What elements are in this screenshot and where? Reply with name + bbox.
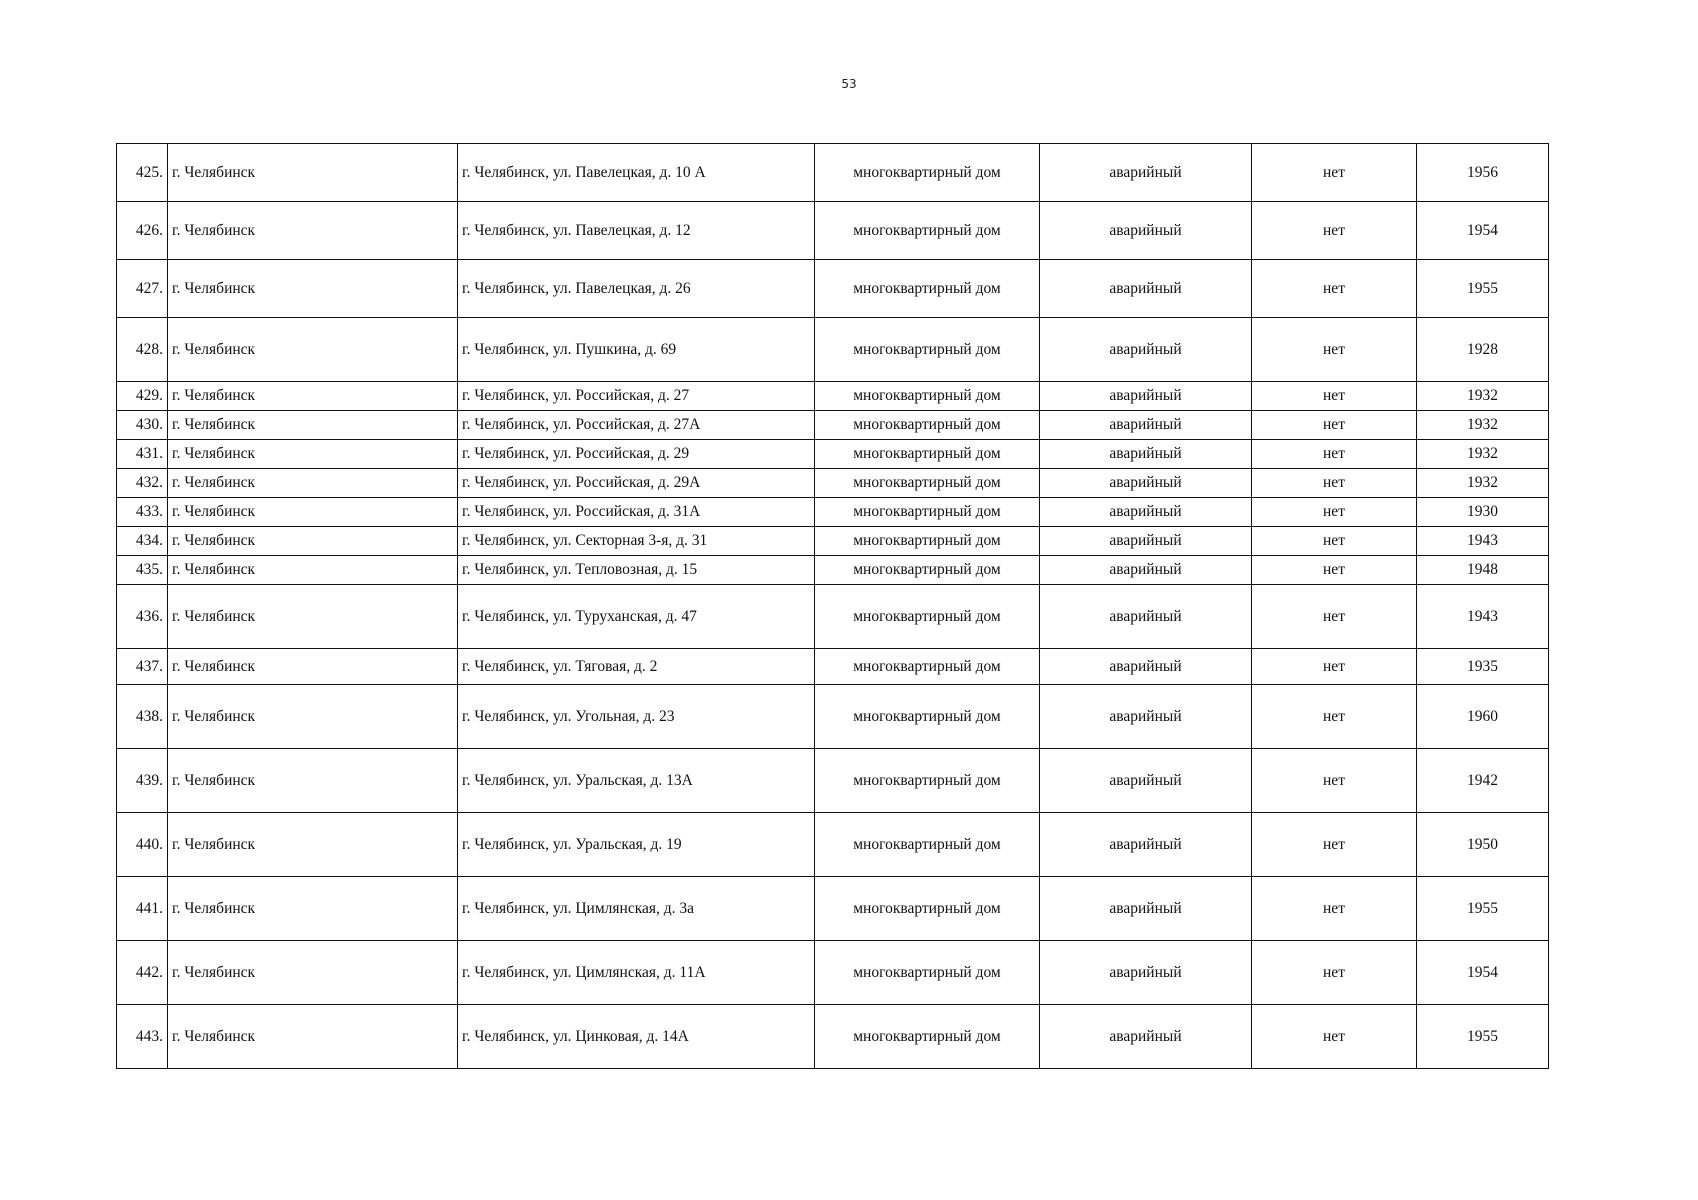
table-row xyxy=(117,941,1549,1005)
flag-cell: нет xyxy=(1252,202,1417,260)
row-number: 442. xyxy=(117,941,168,1005)
condition-cell: аварийный xyxy=(1040,144,1252,202)
condition-cell: аварийный xyxy=(1040,649,1252,685)
city-cell: г. Челябинск xyxy=(168,749,458,813)
table-row xyxy=(117,498,1549,527)
address-cell: г. Челябинск, ул. Российская, д. 31А xyxy=(458,498,815,527)
row-number: 428. xyxy=(117,318,168,382)
building-type-cell: многоквартирный дом xyxy=(815,941,1040,1005)
year-cell: 1954 xyxy=(1417,941,1549,1005)
table-row xyxy=(117,1005,1549,1069)
row-number: 435. xyxy=(117,556,168,585)
address-cell: г. Челябинск, ул. Цимлянская, д. 3а xyxy=(458,877,815,941)
year-cell: 1932 xyxy=(1417,382,1549,411)
row-number: 432. xyxy=(117,469,168,498)
condition-cell: аварийный xyxy=(1040,202,1252,260)
condition-cell: аварийный xyxy=(1040,318,1252,382)
address-cell: г. Челябинск, ул. Угольная, д. 23 xyxy=(458,685,815,749)
page-number: 53 xyxy=(841,77,857,91)
table-row xyxy=(117,260,1549,318)
housing-registry-table xyxy=(116,143,1549,1069)
city-cell: г. Челябинск xyxy=(168,813,458,877)
condition-cell: аварийный xyxy=(1040,585,1252,649)
city-cell: г. Челябинск xyxy=(168,556,458,585)
address-cell: г. Челябинск, ул. Российская, д. 27 xyxy=(458,382,815,411)
city-cell: г. Челябинск xyxy=(168,585,458,649)
year-cell: 1928 xyxy=(1417,318,1549,382)
year-cell: 1943 xyxy=(1417,527,1549,556)
row-number: 437. xyxy=(117,649,168,685)
flag-cell: нет xyxy=(1252,685,1417,749)
row-number: 433. xyxy=(117,498,168,527)
flag-cell: нет xyxy=(1252,941,1417,1005)
year-cell: 1960 xyxy=(1417,685,1549,749)
row-number: 429. xyxy=(117,382,168,411)
address-cell: г. Челябинск, ул. Цинковая, д. 14А xyxy=(458,1005,815,1069)
condition-cell: аварийный xyxy=(1040,411,1252,440)
condition-cell: аварийный xyxy=(1040,749,1252,813)
flag-cell: нет xyxy=(1252,877,1417,941)
building-type-cell: многоквартирный дом xyxy=(815,585,1040,649)
building-type-cell: многоквартирный дом xyxy=(815,202,1040,260)
year-cell: 1956 xyxy=(1417,144,1549,202)
year-cell: 1932 xyxy=(1417,469,1549,498)
flag-cell: нет xyxy=(1252,527,1417,556)
row-number: 434. xyxy=(117,527,168,556)
building-type-cell: многоквартирный дом xyxy=(815,318,1040,382)
city-cell: г. Челябинск xyxy=(168,498,458,527)
address-cell: г. Челябинск, ул. Павелецкая, д. 12 xyxy=(458,202,815,260)
flag-cell: нет xyxy=(1252,440,1417,469)
city-cell: г. Челябинск xyxy=(168,649,458,685)
flag-cell: нет xyxy=(1252,749,1417,813)
building-type-cell: многоквартирный дом xyxy=(815,440,1040,469)
building-type-cell: многоквартирный дом xyxy=(815,144,1040,202)
condition-cell: аварийный xyxy=(1040,498,1252,527)
address-cell: г. Челябинск, ул. Секторная 3-я, д. 31 xyxy=(458,527,815,556)
year-cell: 1932 xyxy=(1417,411,1549,440)
table-row xyxy=(117,318,1549,382)
row-number: 438. xyxy=(117,685,168,749)
year-cell: 1954 xyxy=(1417,202,1549,260)
year-cell: 1930 xyxy=(1417,498,1549,527)
year-cell: 1942 xyxy=(1417,749,1549,813)
year-cell: 1943 xyxy=(1417,585,1549,649)
table-row xyxy=(117,382,1549,411)
condition-cell: аварийный xyxy=(1040,556,1252,585)
address-cell: г. Челябинск, ул. Тяговая, д. 2 xyxy=(458,649,815,685)
address-cell: г. Челябинск, ул. Российская, д. 29А xyxy=(458,469,815,498)
condition-cell: аварийный xyxy=(1040,260,1252,318)
table-row xyxy=(117,469,1549,498)
year-cell: 1955 xyxy=(1417,877,1549,941)
row-number: 440. xyxy=(117,813,168,877)
address-cell: г. Челябинск, ул. Российская, д. 29 xyxy=(458,440,815,469)
condition-cell: аварийный xyxy=(1040,941,1252,1005)
city-cell: г. Челябинск xyxy=(168,411,458,440)
flag-cell: нет xyxy=(1252,411,1417,440)
condition-cell: аварийный xyxy=(1040,813,1252,877)
row-number: 427. xyxy=(117,260,168,318)
flag-cell: нет xyxy=(1252,318,1417,382)
address-cell: г. Челябинск, ул. Пушкина, д. 69 xyxy=(458,318,815,382)
table-row xyxy=(117,749,1549,813)
building-type-cell: многоквартирный дом xyxy=(815,556,1040,585)
city-cell: г. Челябинск xyxy=(168,1005,458,1069)
year-cell: 1955 xyxy=(1417,260,1549,318)
flag-cell: нет xyxy=(1252,1005,1417,1069)
address-cell: г. Челябинск, ул. Тепловозная, д. 15 xyxy=(458,556,815,585)
flag-cell: нет xyxy=(1252,498,1417,527)
building-type-cell: многоквартирный дом xyxy=(815,813,1040,877)
table-row xyxy=(117,813,1549,877)
building-type-cell: многоквартирный дом xyxy=(815,527,1040,556)
row-number: 441. xyxy=(117,877,168,941)
building-type-cell: многоквартирный дом xyxy=(815,877,1040,941)
table-row xyxy=(117,556,1549,585)
table-row xyxy=(117,685,1549,749)
building-type-cell: многоквартирный дом xyxy=(815,382,1040,411)
building-type-cell: многоквартирный дом xyxy=(815,649,1040,685)
table-row xyxy=(117,440,1549,469)
flag-cell: нет xyxy=(1252,260,1417,318)
flag-cell: нет xyxy=(1252,649,1417,685)
building-type-cell: многоквартирный дом xyxy=(815,469,1040,498)
condition-cell: аварийный xyxy=(1040,527,1252,556)
address-cell: г. Челябинск, ул. Российская, д. 27А xyxy=(458,411,815,440)
city-cell: г. Челябинск xyxy=(168,144,458,202)
address-cell: г. Челябинск, ул. Павелецкая, д. 26 xyxy=(458,260,815,318)
row-number: 443. xyxy=(117,1005,168,1069)
address-cell: г. Челябинск, ул. Уральская, д. 13А xyxy=(458,749,815,813)
row-number: 436. xyxy=(117,585,168,649)
condition-cell: аварийный xyxy=(1040,1005,1252,1069)
table-row xyxy=(117,585,1549,649)
table-row xyxy=(117,411,1549,440)
row-number: 439. xyxy=(117,749,168,813)
condition-cell: аварийный xyxy=(1040,382,1252,411)
building-type-cell: многоквартирный дом xyxy=(815,411,1040,440)
flag-cell: нет xyxy=(1252,813,1417,877)
city-cell: г. Челябинск xyxy=(168,440,458,469)
year-cell: 1932 xyxy=(1417,440,1549,469)
address-cell: г. Челябинск, ул. Уральская, д. 19 xyxy=(458,813,815,877)
building-type-cell: многоквартирный дом xyxy=(815,260,1040,318)
city-cell: г. Челябинск xyxy=(168,527,458,556)
city-cell: г. Челябинск xyxy=(168,382,458,411)
building-type-cell: многоквартирный дом xyxy=(815,749,1040,813)
row-number: 425. xyxy=(117,144,168,202)
city-cell: г. Челябинск xyxy=(168,260,458,318)
condition-cell: аварийный xyxy=(1040,877,1252,941)
city-cell: г. Челябинск xyxy=(168,202,458,260)
row-number: 431. xyxy=(117,440,168,469)
table-row xyxy=(117,527,1549,556)
city-cell: г. Челябинск xyxy=(168,685,458,749)
flag-cell: нет xyxy=(1252,382,1417,411)
address-cell: г. Челябинск, ул. Павелецкая, д. 10 А xyxy=(458,144,815,202)
city-cell: г. Челябинск xyxy=(168,877,458,941)
city-cell: г. Челябинск xyxy=(168,941,458,1005)
table-row xyxy=(117,144,1549,202)
condition-cell: аварийный xyxy=(1040,469,1252,498)
table-row xyxy=(117,649,1549,685)
city-cell: г. Челябинск xyxy=(168,318,458,382)
building-type-cell: многоквартирный дом xyxy=(815,685,1040,749)
address-cell: г. Челябинск, ул. Туруханская, д. 47 xyxy=(458,585,815,649)
flag-cell: нет xyxy=(1252,144,1417,202)
flag-cell: нет xyxy=(1252,556,1417,585)
flag-cell: нет xyxy=(1252,585,1417,649)
city-cell: г. Челябинск xyxy=(168,469,458,498)
table-row xyxy=(117,877,1549,941)
condition-cell: аварийный xyxy=(1040,685,1252,749)
building-type-cell: многоквартирный дом xyxy=(815,1005,1040,1069)
row-number: 430. xyxy=(117,411,168,440)
year-cell: 1948 xyxy=(1417,556,1549,585)
address-cell: г. Челябинск, ул. Цимлянская, д. 11А xyxy=(458,941,815,1005)
condition-cell: аварийный xyxy=(1040,440,1252,469)
table-row xyxy=(117,202,1549,260)
year-cell: 1950 xyxy=(1417,813,1549,877)
flag-cell: нет xyxy=(1252,469,1417,498)
building-type-cell: многоквартирный дом xyxy=(815,498,1040,527)
year-cell: 1955 xyxy=(1417,1005,1549,1069)
year-cell: 1935 xyxy=(1417,649,1549,685)
row-number: 426. xyxy=(117,202,168,260)
